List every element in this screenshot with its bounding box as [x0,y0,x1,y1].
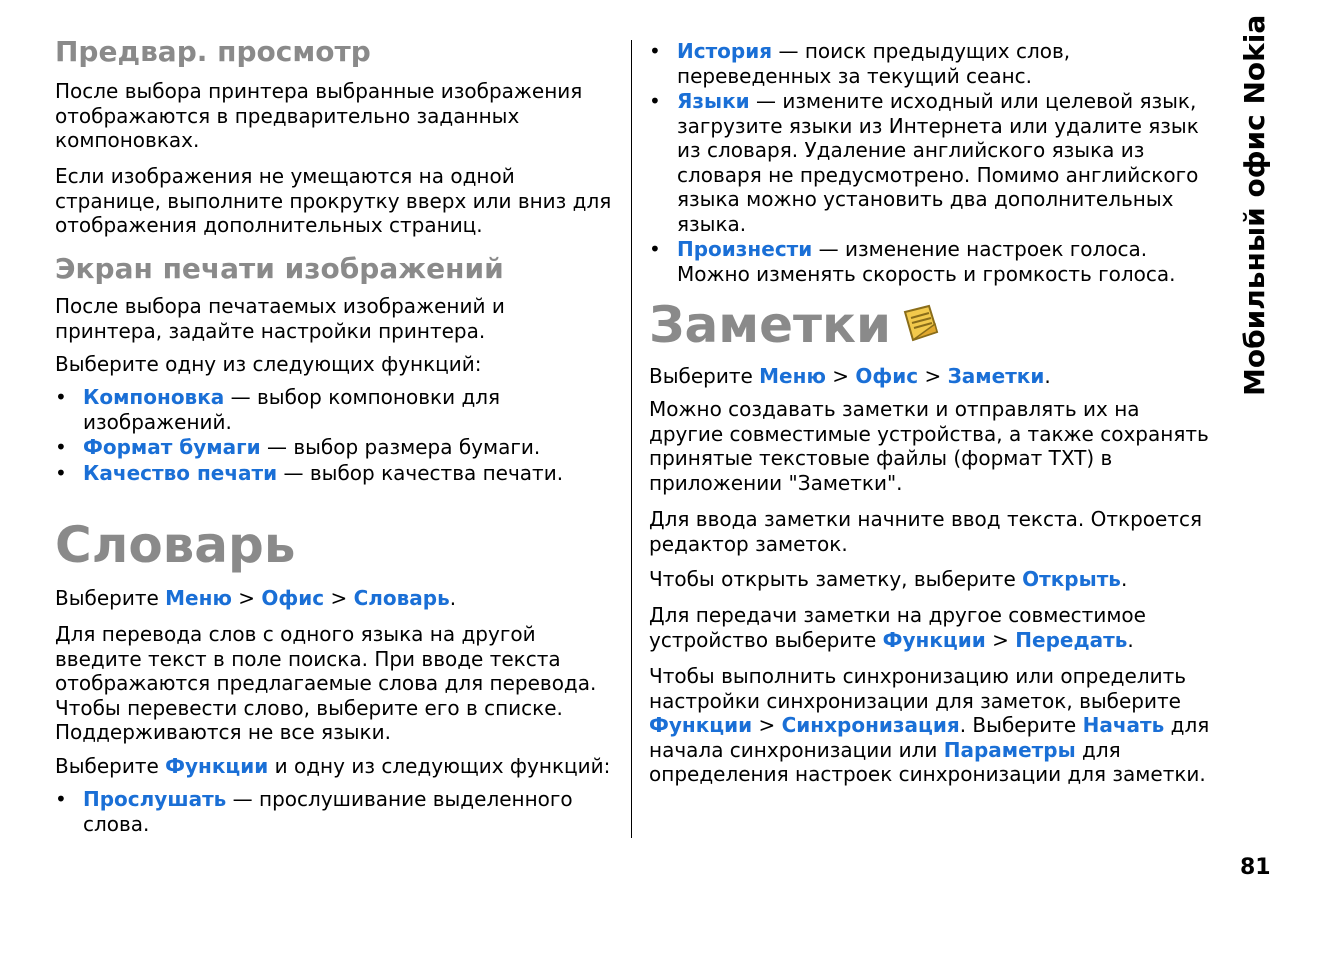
dictionary-options-list [55,787,615,837]
nav-separator: > [825,364,856,388]
chapter-heading-dictionary: Словарь [55,516,296,574]
section-heading-print-screen: Экран печати изображений [55,252,504,285]
parameters-link[interactable]: Параметры [943,737,1076,762]
list-item [649,39,1217,88]
text: Чтобы выполнить синхронизацию или определить настройки синхронизации для заметок, выберите [649,664,1187,713]
option-history-link[interactable]: История [677,39,773,63]
text: для начала синхронизации или [649,713,1210,762]
nav-text: Выберите [55,586,166,610]
notes-nav-path [649,364,1217,389]
list-item [55,787,615,836]
option-languages-link[interactable]: Языки [677,89,750,113]
text: Для передачи заметки на другое совместимое устройство выберите [649,603,1146,652]
notes-link[interactable]: Заметки [947,364,1045,388]
list-item [55,385,615,434]
option-pronounce-link[interactable]: Произнести [677,237,813,261]
dictionary-nav-path [55,586,615,611]
print-options-list [55,385,615,486]
option-description: — выбор компоновки для изображений. [83,385,501,434]
text: Выберите [55,754,166,778]
nav-separator: > [918,364,948,388]
start-link[interactable]: Начать [1082,713,1165,737]
list-item [649,237,1217,286]
menu-link[interactable]: Меню [165,586,232,610]
option-description: — изменение настроек голоса. Можно изменять скорость и громкость голоса. [677,237,1176,286]
functions-link[interactable]: Функции [882,627,986,652]
office-link[interactable]: Офис [855,364,919,388]
option-paper-format-link[interactable]: Формат бумаги [83,435,261,459]
text: для определения настроек синхронизации для заметки. [649,737,1206,786]
notes-paragraph-4 [649,603,1149,652]
option-layout-link[interactable]: Компоновка [83,385,225,409]
option-description: — прослушивание выделенного слова. [83,787,573,836]
nav-text: Выберите [649,364,760,388]
print-paragraph-1: После выбора печатаемых изображений и принтера, задайте настройки принтера. [55,294,505,343]
preview-paragraph-1: После выбора принтера выбранные изображения отображаются в предварительно заданных компоновках. [55,79,583,152]
nav-separator: > [752,713,782,737]
option-listen-link[interactable]: Прослушать [83,787,227,811]
text: . [1127,627,1134,652]
functions-link[interactable]: Функции [649,713,753,737]
column-divider [631,40,632,838]
dictionary-paragraph-2 [55,754,615,779]
synchronization-link[interactable]: Синхронизация [781,713,960,737]
notes-paragraph-1: Можно создавать заметки и отправлять их на другие совместимые устройства, а также сохранять принятые текстовые файлы (формат TXT) в приложении "Заметки". [649,397,1209,495]
option-print-quality-link[interactable]: Качество печати [83,460,278,485]
section-heading-preview: Предвар. просмотр [55,35,371,68]
nav-text: . [449,586,457,610]
notes-icon [899,299,943,359]
page-number: 81 [1240,855,1271,880]
text: Чтобы открыть заметку, выберите [649,567,1023,591]
option-description: — выбор размера бумаги. [260,435,541,459]
list-item [649,89,1217,236]
dictionary-link[interactable]: Словарь [353,586,450,610]
preview-paragraph-2: Если изображения не умещаются на одной странице, выполните прокрутку вверх или вниз для отображения дополнительных страниц. [55,164,612,237]
nav-separator: > [324,586,354,610]
menu-link[interactable]: Меню [759,364,826,388]
notes-paragraph-5 [649,664,1217,787]
dictionary-paragraph-1: Для перевода слов с одного языка на другой введите текст в поле поиска. При вводе текста отображаются предлагаемые слова для перевода. Чтобы перевести слово, выберите его в списке. Поддерживаются не все языки. [55,622,597,744]
chapter-heading-notes [649,295,943,359]
nav-separator: > [985,627,1016,652]
nav-separator: > [231,586,262,610]
notes-paragraph-2: Для ввода заметки начните ввод текста. Откроется редактор заметок. [649,507,1202,556]
print-paragraph-2: Выберите одну из следующих функций: [55,352,482,376]
option-description: — выбор качества печати. [277,460,564,485]
chapter-heading-notes-text: Заметки [649,296,891,354]
nav-text: . [1044,364,1051,388]
list-item [55,435,615,460]
notes-paragraph-3 [649,567,1217,592]
text: . Выберите [959,713,1083,737]
text: . [1120,567,1128,591]
chapter-side-title: Мобильный офис Nokia [1238,14,1271,396]
send-link[interactable]: Передать [1015,627,1128,652]
text: и одну из следующих функций: [268,754,611,778]
list-item [55,461,615,486]
open-link[interactable]: Открыть [1022,567,1121,591]
option-description: — поиск предыдущих слов, переведенных за текущий сеанс. [677,39,1071,88]
dictionary-options-list-continued [649,39,1217,287]
functions-link[interactable]: Функции [165,754,269,778]
option-description: — измените исходный или целевой язык, загрузите языки из Интернета или удалите язык из словаря. Удаление английского языка из словаря не предусмотрено. Помимо английского языка можно установить два дополнительных языка. [677,89,1199,236]
office-link[interactable]: Офис [261,586,325,610]
